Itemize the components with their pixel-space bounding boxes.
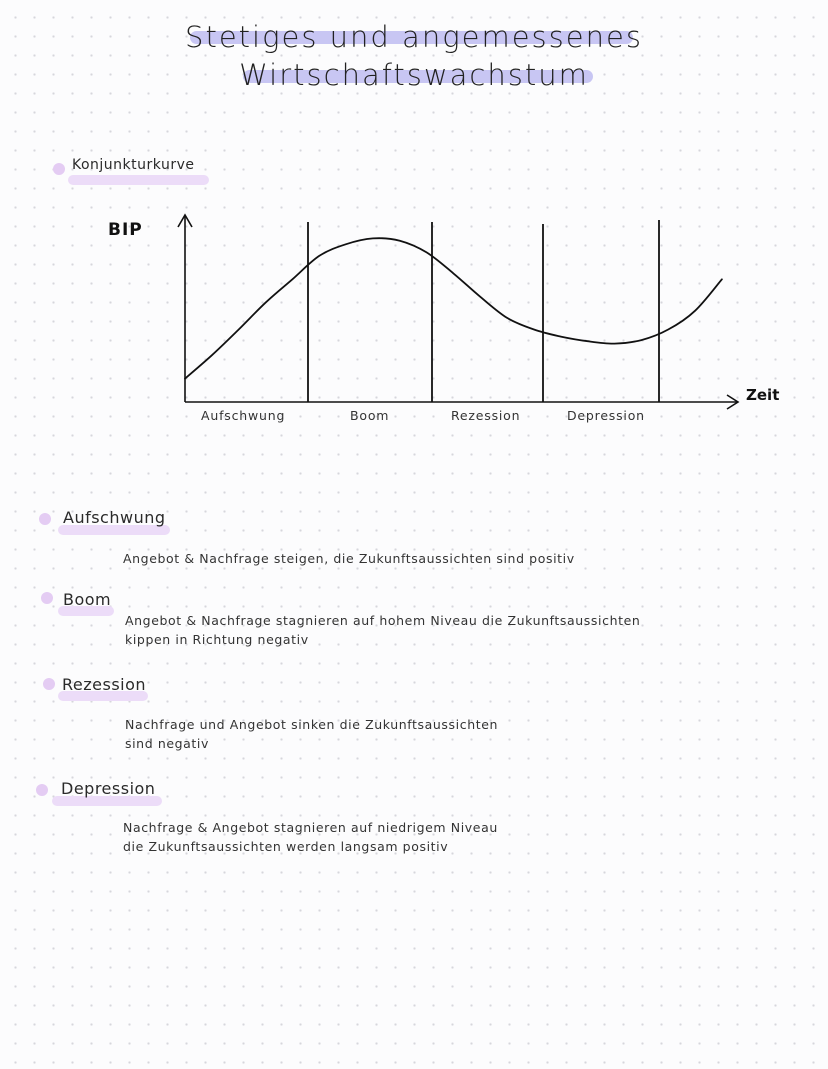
- y-axis-label: BIP: [108, 220, 143, 240]
- bullet-rezession: [43, 678, 55, 690]
- description-aufschwung: [123, 549, 575, 568]
- title-line-2-text: Wirtschaftswachstum: [239, 58, 589, 92]
- bullet-depression: [36, 784, 48, 796]
- section-heading: Konjunkturkurve: [72, 157, 195, 173]
- description-aufschwung-line-1: Angebot & Nachfrage steigen, die Zukunftsaussichten sind positiv: [123, 551, 575, 566]
- description-rezession-line-1: Nachfrage und Angebot sinken die Zukunftsaussichten: [125, 717, 499, 732]
- phase-label-aufschwung: Aufschwung: [201, 408, 286, 423]
- heading-boom: Boom: [63, 590, 112, 609]
- title-line-1-text: Stetiges und angemessenes: [185, 20, 643, 54]
- description-depression-line-1: Nachfrage & Angebot stagnieren auf niedrigem Niveau: [123, 820, 498, 835]
- heading-aufschwung: Aufschwung: [63, 508, 166, 527]
- heading-rezession: Rezession: [62, 675, 147, 694]
- bullet-boom: [41, 592, 53, 604]
- phase-label-depression: Depression: [567, 408, 645, 423]
- description-boom-line-2: kippen in Richtung negativ: [125, 632, 309, 647]
- description-depression: [123, 818, 498, 856]
- description-rezession: [125, 715, 498, 753]
- description-rezession-line-2: sind negativ: [125, 736, 209, 751]
- bullet-aufschwung: [39, 513, 51, 525]
- phase-label-boom: Boom: [350, 408, 390, 423]
- series-line-0: [185, 238, 722, 378]
- description-boom-line-1: Angebot & Nachfrage stagnieren auf hohem Niveau die Zukunftsaussichten: [125, 613, 641, 628]
- description-depression-line-2: die Zukunftsaussichten werden langsam positiv: [123, 839, 449, 854]
- phase-label-rezession: Rezession: [451, 408, 521, 423]
- heading-depression: Depression: [61, 779, 156, 798]
- x-axis-label: Zeit: [746, 386, 780, 404]
- description-boom: [125, 611, 640, 649]
